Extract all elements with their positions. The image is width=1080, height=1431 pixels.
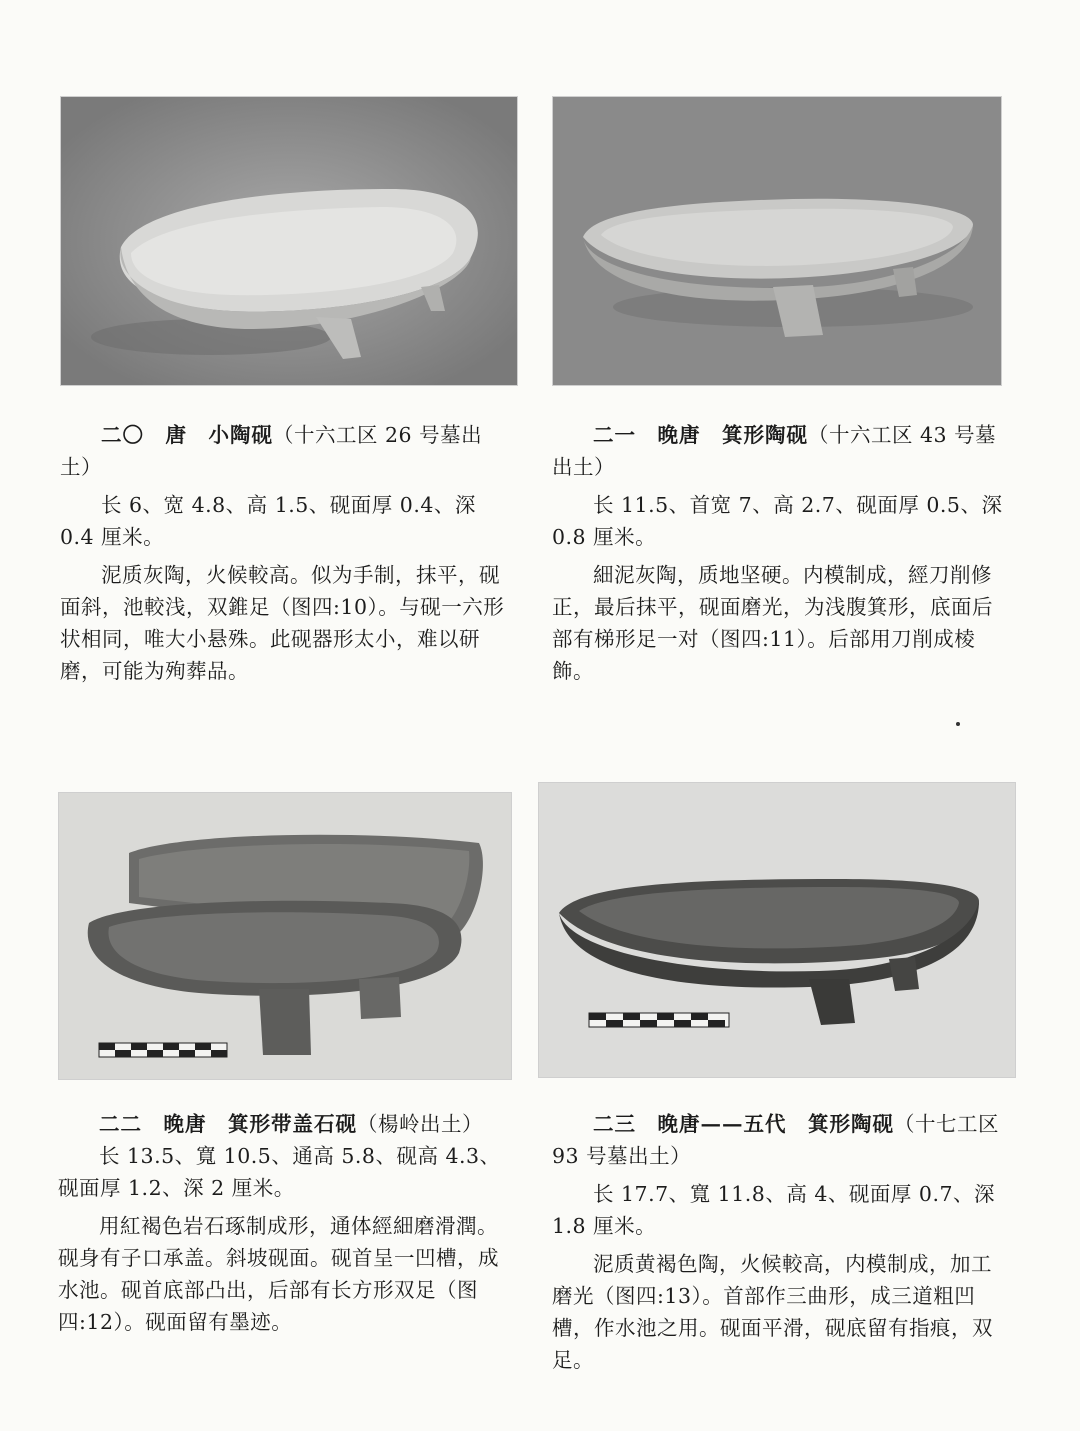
caption-description: 細泥灰陶，质地坚硬。内模制成，經刀削修正，最后抹平，砚面磨光，为浅腹箕形，底面后部有梯形足一对（图四:11）。后部用刀削成棱飾。 — [552, 563, 993, 683]
caption-dimensions: 长 17.7、寬 11.8、高 4、砚面厚 0.7、深 1.8 厘米。 — [552, 1182, 995, 1238]
caption-title: 二一 晚唐 箕形陶砚（十六工区 43 号墓出土） — [552, 423, 997, 479]
caption-21 — [552, 419, 1004, 687]
caption-22 — [58, 1108, 514, 1338]
caption-title: 二三 晚唐——五代 箕形陶砚（十七工区 93 号墓出土） — [552, 1112, 999, 1168]
caption-23 — [552, 1108, 1004, 1376]
caption-title: 二二 晚唐 箕形带盖石砚（楊岭出土） — [99, 1112, 483, 1136]
caption-dimensions: 长 13.5、寬 10.5、通高 5.8、砚高 4.3、砚面厚 1.2、深 2 厘米。 — [58, 1144, 501, 1200]
caption-description: 用紅褐色岩石琢制成形，通体經細磨滑潤。砚身有子口承盖。斜坡砚面。砚首呈一凹槽，成水池。砚首底部凸出，后部有长方形双足（图四:12）。砚面留有墨迹。 — [58, 1214, 499, 1334]
caption-dimensions: 长 6、宽 4.8、高 1.5、砚面厚 0.4、深 0.4 厘米。 — [60, 493, 476, 549]
caption-20 — [60, 419, 512, 687]
photo-small-pottery-inkstone — [60, 96, 518, 386]
caption-description: 泥质黄褐色陶，火候較高，内模制成，加工磨光（图四:13）。首部作三曲形，成三道粗凹槽，作水池之用。砚面平滑，砚底留有指痕，双足。 — [552, 1252, 993, 1372]
photo-dustpan-inkstone-five-dynasties — [538, 782, 1016, 1078]
print-speck — [956, 722, 960, 726]
caption-dimensions: 长 11.5、首宽 7、高 2.7、砚面厚 0.5、深 0.8 厘米。 — [552, 493, 1003, 549]
caption-title: 二〇 唐 小陶砚（十六工区 26 号墓出土） — [60, 423, 483, 479]
photo-dustpan-pottery-inkstone — [552, 96, 1002, 386]
caption-description: 泥质灰陶，火候較高。似为手制，抹平，砚面斜，池較浅，双錐足（图四:10）。与砚一六形状相同，唯大小悬殊。此砚器形太小，难以研磨，可能为殉葬品。 — [60, 563, 505, 683]
photo-lidded-stone-inkstone — [58, 792, 512, 1080]
